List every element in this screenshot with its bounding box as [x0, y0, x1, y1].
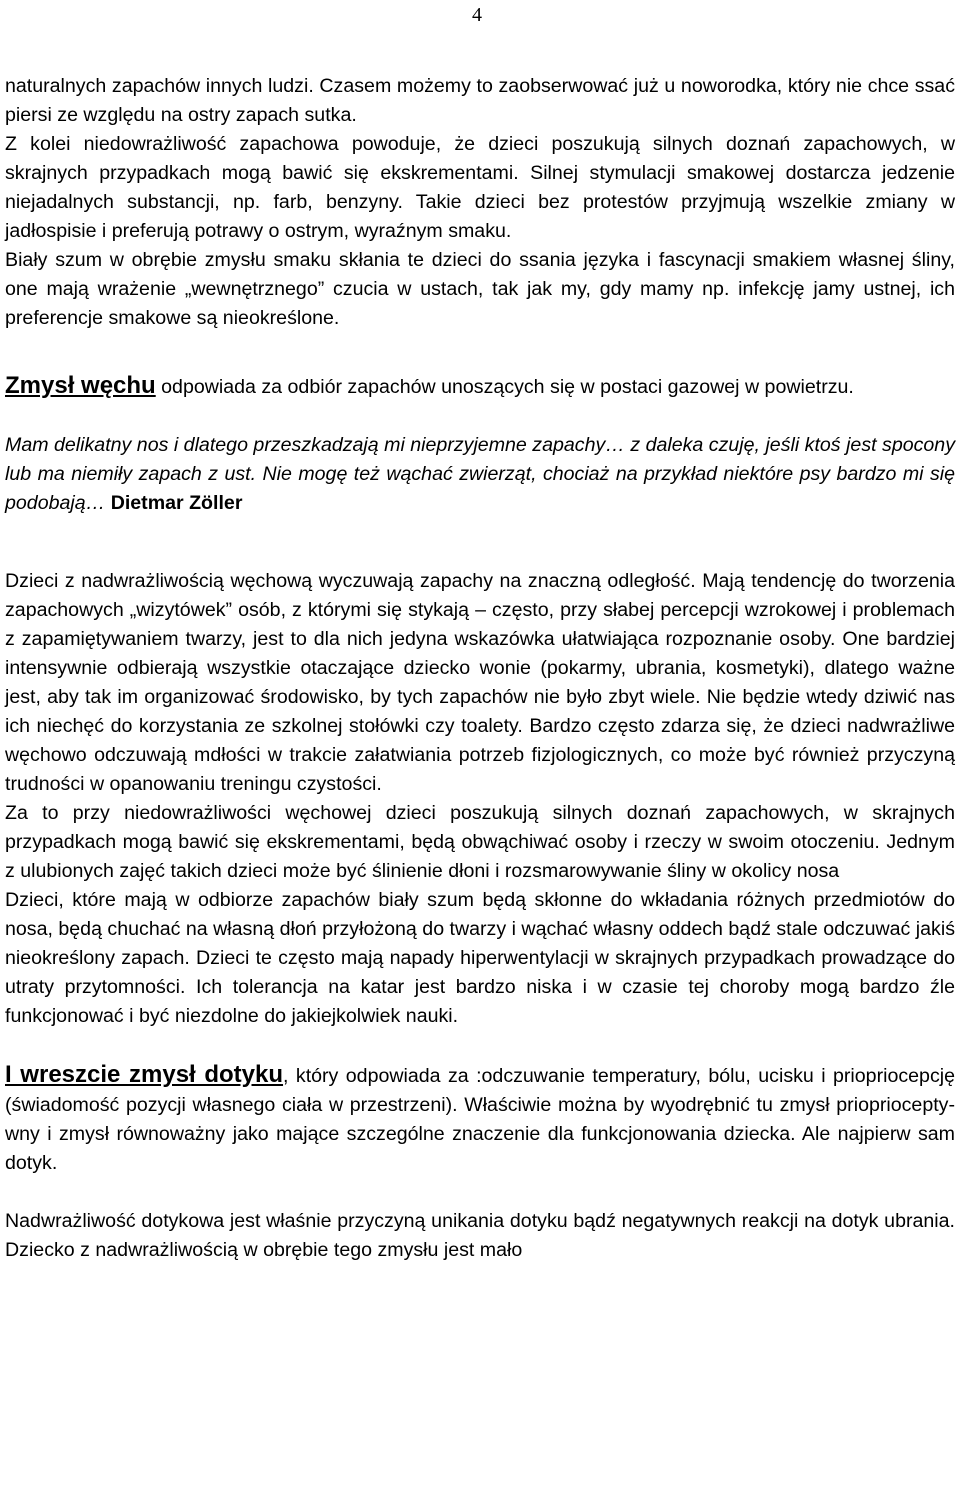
section-smell [5, 371, 955, 402]
paragraph-taste-white-noise: Biały szum w obrębie zmysłu smaku skłania te dzieci do ssania języka i fascynacji smakiem własnej śliny, one mają wrażenie „wewnętrznego” czucia w ustach, tak jak my, gdy mamy np. infekcję jamy ustnej, ich preferencje smakowe są nieokreślone. [5, 249, 955, 329]
paragraph-smell-hypersensitivity: Dzieci z nadwrażliwością węchową wyczuwają zapachy na znaczną odległość. Mają tendencję do tworzenia zapachowych „wizytówek” osób, z którymi się stykają – często, przy słabej percepcji wzrokowej i problemach z zapamiętywaniem twarzy, jest to dla nich jedyna wskazówka ułatwiająca rozpoznanie osoby. One bardziej intensywnie odbierają wszystkie otaczające dziecko wonie (pokarmy, ubrania, kosmetyki), dlatego ważne jest, aby tak im organizować środowisko, by tych zapachów nie było zbyt wiele. Nie będzie wtedy dziwić nas ich niechęć do korzystania ze szkolnej stołówki czy toalety. Bardzo często zdarza się, że dzieci nadwrażliwe węchowo odczuwają mdłości w trakcie załatwiania potrzeb fizjologicznych, co może być również przyczyną trudności w opanowaniu treningu czystości. [5, 570, 955, 795]
section-heading-touch: I wreszcie zmysł dotyku [5, 1061, 284, 1088]
paragraph-smell-hyposensitivity: Z kolei niedowrażliwość zapachowa powoduje, że dzieci poszukują silnych doznań zapachowych, w skrajnych przypadkach mogą bawić się ekskrementami. Silnej stymulacji smakowej dostarcza jedzenie niejadalnych substancji, np. farb, benzyny. Takie dzieci bez protestów przyjmują wszelkie zmiany w jadłospisie i preferują potrawy o ostrym, wyraźnym smaku. [5, 133, 955, 242]
section-heading-smell: Zmysł węchu [5, 372, 156, 399]
paragraph-smell-newborn: naturalnych zapachów innych ludzi. Czasem możemy to zaobserwować już u noworodka, który nie chce ssać piersi ze względu na ostry zapach sutka. [5, 75, 955, 126]
paragraph-touch-hypersensitivity: Nadwrażliwość dotykowa jest właśnie przyczyną unikania dotyku bądź negatywnych reakcji na dotyk ubrania. Dziecko z nadwrażliwością w obrębie tego zmysłu jest mało [5, 1210, 955, 1261]
page-number: 4 [472, 4, 482, 26]
quote-text: Mam delikatny nos i dlatego przeszkadzają mi nieprzyjemne zapachy… z daleka czuję, jeśli ktoś jest spocony lub ma niemiły zapach z ust. Nie mogę też wąchać zwierząt, chociaż na przykład niektóre psy bardzo mi się podobają… [5, 434, 955, 514]
section-touch [5, 1060, 955, 1178]
paragraph-smell-white-noise: Dzieci, które mają w odbiorze zapachów biały szum będą skłonne do wkładania różnych przedmiotów do nosa, będą chuchać na własną dłoń przyłożoną do twarzy i wąchać własny oddech bądź stale odczuwać jakiś nieokreślony zapach. Dzieci te często mają napady hiperwentylacji w skrajnych przypadkach prowadzące do utraty przytomności. Ich tolerancja na katar jest bardzo niska i w czasie tej choroby mogą bardzo źle funkcjonować i być niezdolne do jakiejkolwiek nauki. [5, 889, 955, 1027]
quote-author: Dietmar Zöller [110, 492, 243, 514]
section-touch-text: , który odpowiada za :odczuwanie temperatury, bólu, ucisku i priopriocepcję (świadomość pozycji własnego ciała w przestrzeni). Właściwie można by wyodrębnić tu zmysł prioprioceptywny i zmysł równoważny jako mające szczególne znaczenie dla funkcjonowania dziecka. Ale najpierw sam dotyk. [5, 1065, 955, 1174]
paragraph-smell-hyposensitivity-2: Za to przy niedowrażliwości węchowej dzieci poszukują silnych doznań zapachowych, w skrajnych przypadkach mogą bawić się ekskrementami, będą obwąchiwać osoby i rzeczy w swoim otoczeniu. Jednym z ulubionych zajęć takich dzieci może być ślinienie dłoni i rozsmarowywanie śliny w okolicy nosa [5, 802, 955, 882]
document-body [5, 72, 955, 1265]
quote-paragraph [5, 431, 955, 518]
section-smell-text: odpowiada za odbiór zapachów unoszących się w postaci gazowej w powietrzu. [155, 376, 854, 398]
